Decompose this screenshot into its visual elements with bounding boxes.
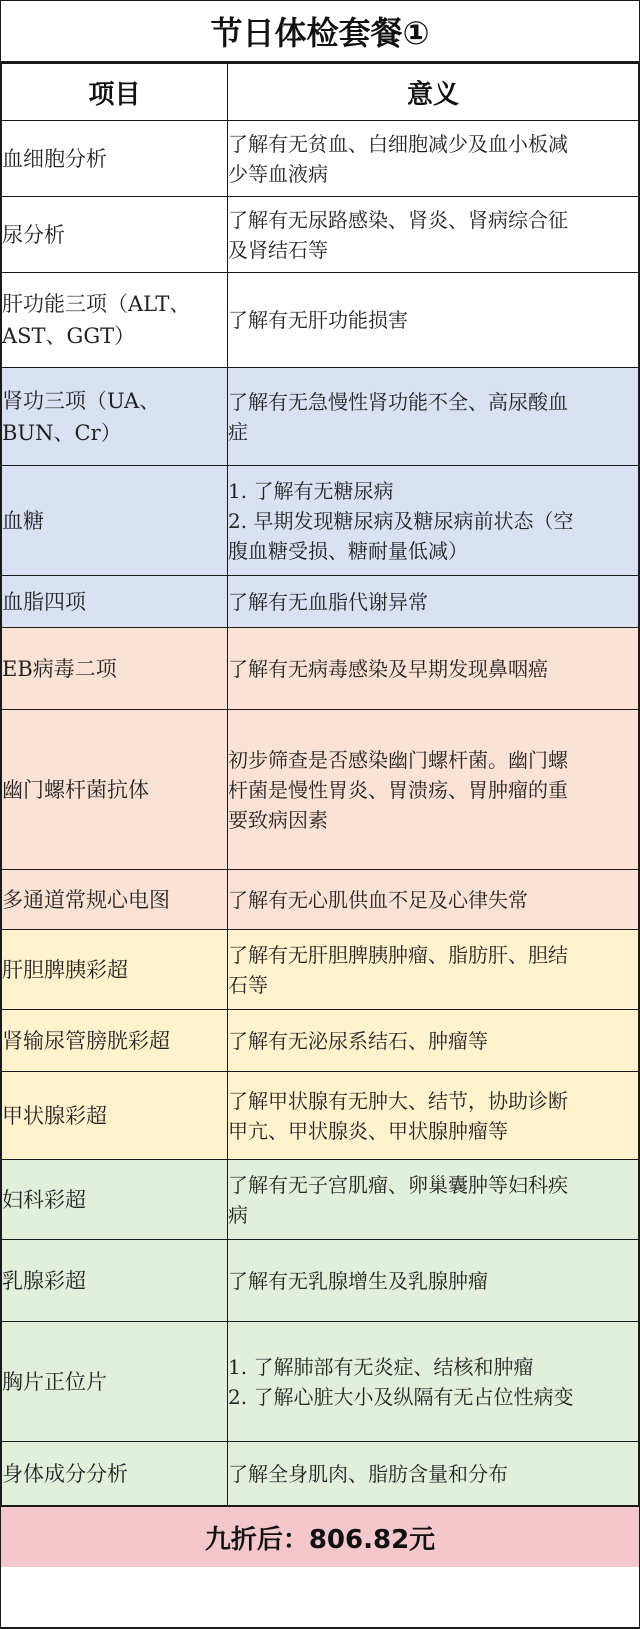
meaning-line: 症 [228,419,248,444]
table-row [2,1442,639,1506]
row-item: 乳腺彩超 [2,1240,228,1322]
meaning-line: 了解有无子宫肌瘤、卵巢囊肿等妇科疾 [228,1172,568,1197]
row-item: 肝胆脾胰彩超 [2,930,228,1010]
table-row [2,628,639,710]
row-item: 血糖 [2,466,228,576]
meaning-line: 了解有无乳腺增生及乳腺肿瘤 [228,1268,488,1293]
row-meaning [228,197,639,273]
row-item: 血脂四项 [2,576,228,628]
row-meaning [228,870,639,930]
row-meaning [228,1442,639,1506]
row-item: 血细胞分析 [2,121,228,197]
table-header-row [2,64,639,121]
table-row [2,121,639,197]
table-row [2,930,639,1010]
meaning-line: 了解有无肝功能损害 [228,308,408,332]
meaning-line: 甲亢、甲状腺炎、甲状腺肿瘤等 [228,1118,508,1143]
row-meaning [228,368,639,466]
meaning-line: 1. 了解肺部有无炎症、结核和肿瘤 [228,1354,534,1379]
table-row [2,273,639,368]
discount-price: 九折后：806.82元 [1,1506,639,1567]
column-header-item: 项目 [2,64,228,121]
row-meaning [228,1322,639,1442]
row-meaning [228,1010,639,1072]
table-row [2,1072,639,1160]
meaning-line: 2. 了解心脏大小及纵隔有无占位性病变 [228,1384,574,1409]
row-meaning [228,1072,639,1160]
table-row [2,870,639,930]
meaning-line: 初步筛查是否感染幽门螺杆菌。幽门螺 [228,747,568,772]
meaning-line: 了解有无尿路感染、肾炎、肾病综合征 [228,207,568,232]
row-item: 幽门螺杆菌抗体 [2,710,228,870]
table-row [2,1240,639,1322]
row-item: 妇科彩超 [2,1160,228,1240]
meaning-line: 了解有无心肌供血不足及心律失常 [228,887,528,912]
meaning-line: 1. 了解有无糖尿病 [228,478,394,503]
row-meaning [228,930,639,1010]
row-item: 肾功三项（UA、BUN、Cr） [2,368,228,466]
row-meaning [228,628,639,710]
table-row [2,1010,639,1072]
meaning-line: 腹血糖受损、糖耐量低减） [228,538,468,563]
meaning-line: 了解有无肝胆脾胰肿瘤、脂肪肝、胆结 [228,942,568,967]
meaning-line: 了解有无急慢性肾功能不全、高尿酸血 [228,389,568,414]
row-item: 胸片正位片 [2,1322,228,1442]
meaning-line: 了解有无血脂代谢异常 [228,589,428,614]
meaning-line: 石等 [228,972,268,997]
meaning-line: 了解甲状腺有无肿大、结节，协助诊断 [228,1088,568,1113]
row-meaning [228,576,639,628]
table-row [2,368,639,466]
table-row [2,466,639,576]
row-meaning [228,1240,639,1322]
meaning-line: 了解有无贫血、白细胞减少及血小板减 [228,131,568,156]
meaning-line: 了解有无病毒感染及早期发现鼻咽癌 [228,656,548,681]
row-meaning [228,466,639,576]
meaning-line: 病 [228,1202,248,1227]
meaning-line: 少等血液病 [228,161,328,186]
row-item: 多通道常规心电图 [2,870,228,930]
meaning-line: 了解全身肌肉、脂肪含量和分布 [228,1461,508,1486]
column-header-meaning: 意义 [228,64,639,121]
package-table [1,63,639,1506]
table-row [2,1322,639,1442]
table-body [2,121,639,1506]
meaning-line: 了解有无泌尿系结石、肿瘤等 [228,1028,488,1053]
meaning-line: 要致病因素 [228,807,328,832]
table-row [2,197,639,273]
meaning-line: 2. 早期发现糖尿病及糖尿病前状态（空 [228,508,574,533]
page-title: 节日体检套餐① [1,1,639,63]
meaning-line: 及肾结石等 [228,237,328,262]
table-row [2,576,639,628]
row-item: 尿分析 [2,197,228,273]
meaning-line: 杆菌是慢性胃炎、胃溃疡、胃肿瘤的重 [228,777,568,802]
row-meaning [228,121,639,197]
row-item: 肝功能三项（ALT、AST、GGT） [2,273,228,368]
row-meaning [228,273,639,368]
row-item: 肾输尿管膀胱彩超 [2,1010,228,1072]
table-row [2,1160,639,1240]
row-item: EB病毒二项 [2,628,228,710]
package-sheet [1,1,639,1627]
table-row [2,710,639,870]
row-item: 甲状腺彩超 [2,1072,228,1160]
row-meaning [228,710,639,870]
row-item: 身体成分分析 [2,1442,228,1506]
row-meaning [228,1160,639,1240]
